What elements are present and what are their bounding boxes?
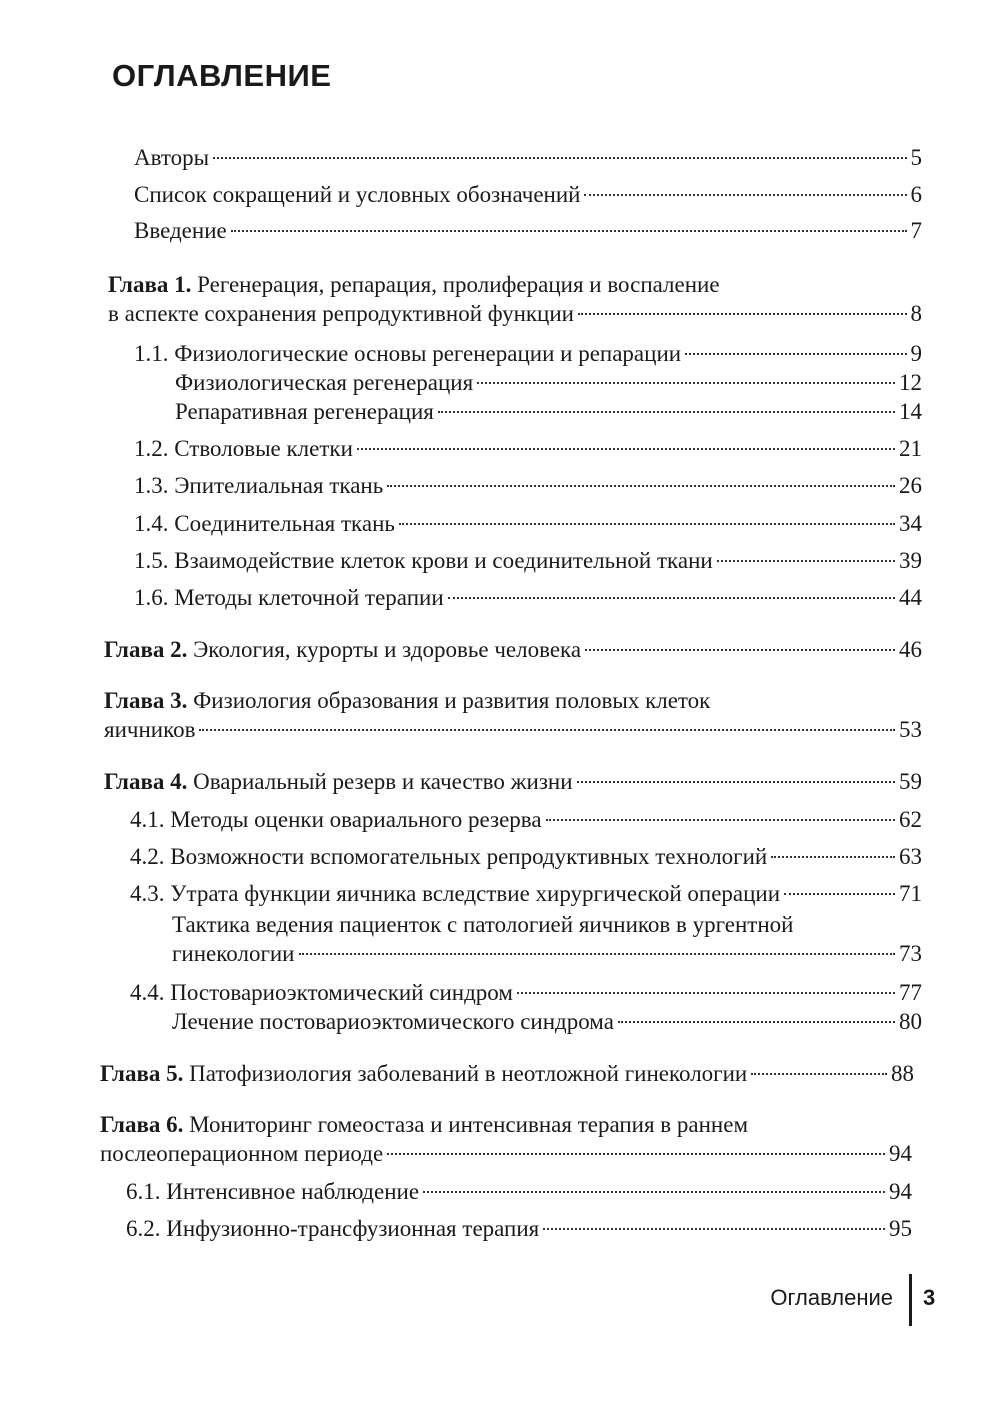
toc-entry-page: 8: [910, 301, 922, 326]
section-number: 1.2.: [134, 436, 169, 461]
toc-section-1-4[interactable]: [134, 509, 922, 538]
section-number: 1.3.: [134, 473, 169, 498]
toc-entry-title: Введение: [134, 218, 227, 243]
chapter-title-line1: Физиология образования и развития половых клеток: [193, 688, 711, 713]
subsection-title-line2: гинекологии: [172, 941, 295, 966]
chapter-title-line1: Мониторинг гомеостаза и интенсивная терапия в раннем: [189, 1112, 748, 1137]
leader-dots: [477, 382, 895, 384]
section-number: 4.2.: [130, 844, 165, 869]
subsection-title: Физиологическая регенерация: [175, 370, 474, 395]
leader-dots: [387, 485, 895, 487]
leader-dots: [357, 448, 895, 450]
chapter-label: Глава 3.: [104, 688, 188, 713]
toc-entry-page: 14: [899, 399, 922, 424]
toc-entry-page: 34: [899, 511, 922, 536]
section-title: Возможности вспомогательных репродуктивных технологий: [170, 844, 768, 869]
toc-chapter-3[interactable]: [104, 686, 922, 744]
leader-dots: [685, 353, 906, 355]
toc-entry-page: 5: [910, 145, 922, 170]
toc-entry-abbreviations[interactable]: [134, 180, 922, 209]
toc-chapter-1[interactable]: [108, 270, 922, 328]
chapter-label: Глава 5.: [100, 1061, 184, 1086]
section-number: 4.1.: [130, 807, 165, 832]
toc-section-1-6[interactable]: [134, 583, 922, 612]
leader-dots: [546, 819, 895, 821]
toc-section-6-2[interactable]: [126, 1214, 912, 1243]
leader-dots: [784, 893, 895, 895]
toc-chapter-6[interactable]: [100, 1110, 912, 1168]
toc-entry-page: 77: [899, 980, 922, 1005]
section-title: Соединительная ткань: [174, 511, 395, 536]
page-title: ОГЛАВЛЕНИЕ: [112, 58, 332, 93]
leader-dots: [584, 194, 906, 196]
section-title: Стволовые клетки: [174, 436, 353, 461]
toc-entry-page: 62: [899, 807, 922, 832]
section-title: Взаимодействие клеток крови и соединительной ткани: [174, 548, 713, 573]
leader-dots: [543, 1228, 885, 1230]
leader-dots: [299, 953, 896, 955]
toc-entry-authors[interactable]: [134, 143, 922, 172]
toc-entry-page: 80: [899, 1009, 922, 1034]
chapter-label: Глава 2.: [104, 637, 188, 662]
chapter-title: Экология, курорты и здоровье человека: [193, 637, 582, 662]
leader-dots: [231, 230, 907, 232]
toc-entry-title: Авторы: [134, 145, 210, 170]
leader-dots: [213, 157, 906, 159]
toc-section-4-1[interactable]: [130, 805, 922, 834]
chapter-title: Овариальный резерв и качество жизни: [193, 769, 573, 794]
section-title: Методы оценки овариального резерва: [170, 807, 542, 832]
footer-divider: [909, 1274, 912, 1326]
toc-section-1-1[interactable]: [134, 339, 922, 368]
leader-dots: [423, 1191, 885, 1193]
running-footer-label: Оглавление: [770, 1285, 893, 1310]
toc-subsection-physiological-regeneration[interactable]: [175, 368, 922, 397]
toc-entry-page: 44: [899, 585, 922, 610]
subsection-title-line1: Тактика ведения пациенток с патологией яичников в ургентной: [172, 912, 794, 937]
toc-section-4-4[interactable]: [130, 978, 922, 1007]
toc-section-4-3[interactable]: [130, 879, 922, 908]
section-number: 6.1.: [126, 1179, 161, 1204]
chapter-title: Патофизиология заболеваний в неотложной гинекологии: [189, 1061, 748, 1086]
subsection-title: Репаративная регенерация: [175, 399, 434, 424]
toc-entry-title: Список сокращений и условных обозначений: [134, 182, 581, 207]
section-title: Физиологические основы регенерации и репарации: [174, 341, 682, 366]
chapter-title-line2: яичников: [104, 717, 196, 742]
section-title: Постовариоэктомический синдром: [170, 980, 513, 1005]
section-number: 6.2.: [126, 1216, 161, 1241]
toc-section-6-1[interactable]: [126, 1177, 912, 1206]
leader-dots: [438, 411, 895, 413]
toc-chapter-2[interactable]: [104, 635, 922, 664]
leader-dots: [585, 649, 895, 651]
chapter-title-line2: в аспекте сохранения репродуктивной функции: [108, 301, 574, 326]
toc-subsection-treatment[interactable]: [172, 1007, 922, 1036]
toc-section-1-2[interactable]: [134, 434, 922, 463]
leader-dots: [618, 1021, 895, 1023]
section-number: 1.6.: [134, 585, 169, 610]
section-title: Эпителиальная ткань: [174, 473, 384, 498]
toc-chapter-4[interactable]: [104, 767, 922, 796]
toc-entry-page: 39: [899, 548, 922, 573]
leader-dots: [751, 1073, 887, 1075]
subsection-title: Лечение постовариоэктомического синдрома: [172, 1009, 614, 1034]
toc-entry-page: 9: [910, 341, 922, 366]
page-number: 3: [923, 1285, 936, 1310]
toc-entry-page: 21: [899, 436, 922, 461]
chapter-label: Глава 4.: [104, 769, 188, 794]
section-number: 1.1.: [134, 341, 169, 366]
section-title: Утрата функции яичника вследствие хирургической операции: [170, 881, 781, 906]
toc-entry-page: 12: [899, 370, 922, 395]
toc-section-1-5[interactable]: [134, 546, 922, 575]
toc-entry-page: 53: [899, 717, 922, 742]
leader-dots: [448, 597, 895, 599]
page-footer: [770, 1270, 945, 1326]
toc-entry-page: 94: [889, 1179, 912, 1204]
leader-dots: [517, 992, 895, 994]
toc-subsection-urgent-gynecology[interactable]: [172, 910, 922, 968]
toc-entry-page: 94: [889, 1141, 912, 1166]
chapter-title-line2: послеоперационном периоде: [100, 1141, 384, 1166]
toc-section-4-2[interactable]: [130, 842, 922, 871]
section-number: 1.4.: [134, 511, 169, 536]
leader-dots: [399, 523, 895, 525]
toc-chapter-5[interactable]: [100, 1059, 914, 1088]
toc-entry-introduction[interactable]: [134, 216, 922, 245]
toc-entry-page: 7: [910, 218, 922, 243]
toc-entry-page: 46: [899, 637, 922, 662]
toc-entry-page: 26: [899, 473, 922, 498]
leader-dots: [578, 313, 907, 315]
section-number: 4.4.: [130, 980, 165, 1005]
section-title: Методы клеточной терапии: [174, 585, 444, 610]
chapter-title-line1: Регенерация, репарация, пролиферация и воспаление: [197, 272, 720, 297]
toc-entry-page: 59: [899, 769, 922, 794]
leader-dots: [717, 560, 895, 562]
section-title: Инфузионно-трансфузионная терапия: [166, 1216, 540, 1241]
toc-subsection-reparative-regeneration[interactable]: [175, 397, 922, 426]
section-title: Интенсивное наблюдение: [166, 1179, 420, 1204]
toc-entry-page: 73: [899, 941, 922, 966]
toc-entry-page: 6: [910, 182, 922, 207]
chapter-label: Глава 6.: [100, 1112, 184, 1137]
leader-dots: [577, 781, 895, 783]
leader-dots: [771, 856, 895, 858]
leader-dots: [199, 729, 895, 731]
section-number: 4.3.: [130, 881, 165, 906]
chapter-label: Глава 1.: [108, 272, 192, 297]
leader-dots: [387, 1153, 885, 1155]
toc-entry-page: 95: [889, 1216, 912, 1241]
toc-entry-page: 88: [891, 1061, 914, 1086]
section-number: 1.5.: [134, 548, 169, 573]
toc-entry-page: 63: [899, 844, 922, 869]
toc-section-1-3[interactable]: [134, 471, 922, 500]
toc-entry-page: 71: [899, 881, 922, 906]
